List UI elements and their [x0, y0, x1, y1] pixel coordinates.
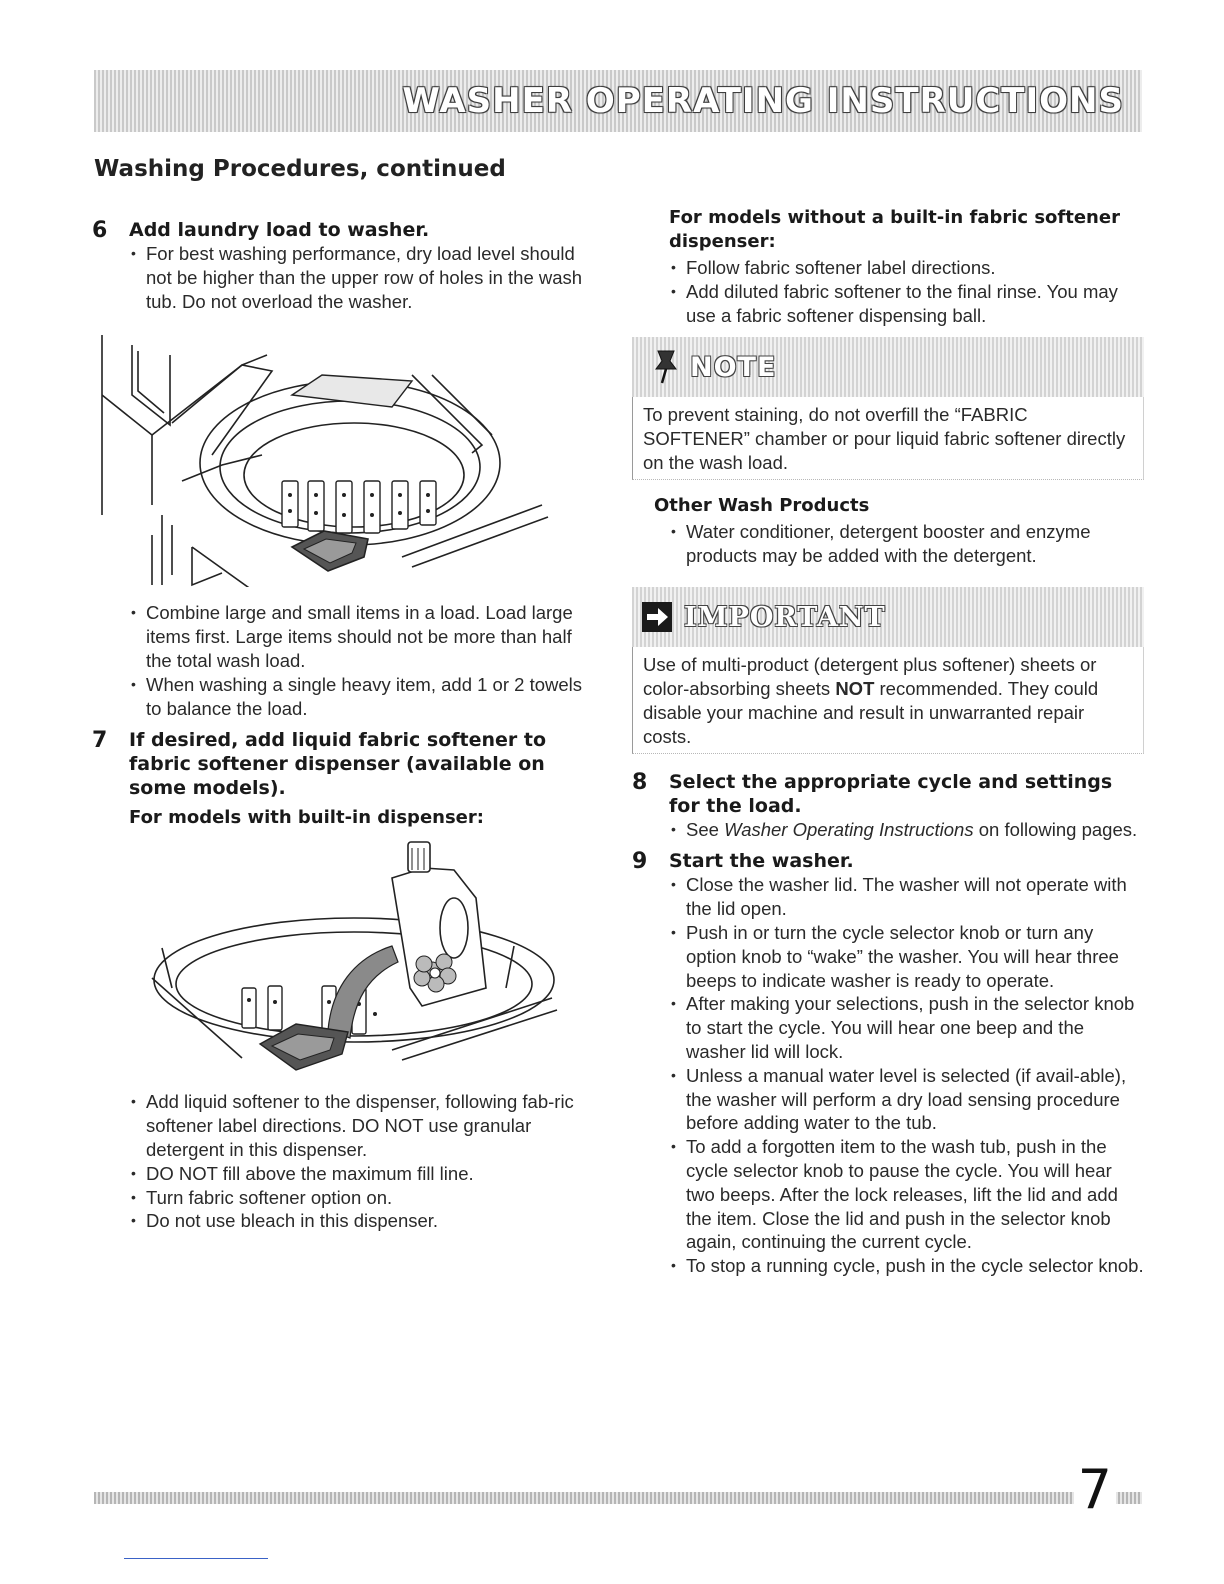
list-item: • Turn fabric softener option on.: [129, 1186, 602, 1210]
list-item: • Water conditioner, detergent booster and enzyme products may be added with the detergent.: [669, 520, 1144, 568]
step-8: [632, 770, 1144, 842]
bullet-list: [669, 818, 1144, 842]
bullet-list: [129, 242, 602, 313]
important-emphasis: NOT: [835, 678, 875, 700]
bullet-list: [129, 1090, 602, 1233]
list-item: • To stop a running cycle, push in the cycle selector knob.: [669, 1254, 1144, 1278]
important-header: [632, 587, 1144, 647]
list-item: • Add diluted fabric softener to the final rinse. You may use a fabric softener dispensing ball.: [669, 280, 1144, 328]
list-item: • Close the washer lid. The washer will not operate with the lid open.: [669, 873, 1144, 921]
step-title: Add laundry load to washer.: [129, 219, 430, 241]
list-item: • After making your selections, push in the selector knob to start the cycle. You will hear one beep and the washer lid will lock.: [669, 992, 1144, 1063]
cross-reference: Washer Operating Instructions: [724, 818, 974, 840]
arrow-right-icon: [642, 602, 672, 632]
header-banner: [94, 70, 1142, 132]
important-label: IMPORTANT: [684, 601, 886, 633]
bullet-list: [669, 873, 1144, 1278]
step-number: 7: [92, 728, 108, 754]
list-item: • Follow fabric softener label directions.: [669, 256, 1144, 280]
step-title: Start the washer.: [669, 850, 854, 873]
list-item: • When washing a single heavy item, add 1 or 2 towels to balance the load.: [129, 673, 602, 721]
list-item: • Combine large and small items in a load. Load large items first. Large items should not be more than half the total wash load.: [129, 601, 602, 672]
subheading: Other Wash Products: [654, 494, 870, 516]
bullet-list: [129, 601, 602, 720]
subheading: For models without a built-in fabric softener dispenser:: [669, 207, 1120, 252]
important-text-end: recommended. They could disable your machine and result in unwarranted repair costs.: [643, 678, 1099, 747]
important-callout: [632, 587, 1144, 753]
softener-dispenser-illustration: [92, 838, 592, 1078]
step-9: [632, 849, 1144, 1278]
list-item: • To add a forgotten item to the wash tub, push in the cycle selector knob to pause the cycle. You will hear two beeps. After the lock releases, lift the lid and add the item. Close the lid and push in the selector knob again, continuing the current cycle.: [669, 1135, 1144, 1254]
note-pin-icon: [648, 347, 684, 387]
footnote-rule: [124, 1558, 268, 1559]
note-label: NOTE: [690, 351, 777, 383]
section-title: Washing Procedures, continued: [94, 156, 506, 182]
bullet-list: [669, 520, 1144, 568]
footer-bar: [94, 1492, 1142, 1504]
list-item: • DO NOT fill above the maximum fill line.: [129, 1162, 602, 1186]
bullet-list: [669, 256, 1144, 327]
important-text: [632, 647, 1144, 753]
list-item: • Do not use bleach in this dispenser.: [129, 1209, 602, 1233]
step-7: [92, 728, 602, 832]
step-number: 9: [632, 849, 648, 875]
page-header-title: WASHER OPERATING INSTRUCTIONS: [402, 81, 1124, 121]
note-callout: [632, 337, 1144, 479]
step-number: 6: [92, 218, 108, 243]
step-title: Select the appropriate cycle and settings for the load.: [669, 770, 1113, 817]
page-number: 7: [1074, 1462, 1116, 1518]
note-header: [632, 337, 1144, 397]
list-item: • Push in or turn the cycle selector knob or turn any option knob to “wake” the washer. You will hear three beeps to indicate washer is ready to operate.: [669, 921, 1144, 992]
step-title: If desired, add liquid fabric softener to fabric softener dispenser (available on some models).: [129, 729, 547, 800]
list-item: • Add liquid softener to the dispenser, following fab-ric softener label directions. DO NOT use granular detergent in this dispenser.: [129, 1090, 602, 1161]
right-column: [632, 206, 1144, 1278]
step-6: [92, 218, 602, 313]
step-number: 8: [632, 769, 648, 795]
note-text: To prevent staining, do not overfill the “FABRIC SOFTENER” chamber or pour liquid fabric softener directly on the wash load.: [632, 397, 1144, 479]
list-item: • Unless a manual water level is selected (if avail-able), the washer will perform a dry load sensing procedure before adding water to the tub.: [669, 1064, 1144, 1135]
list-item-text: on following pages.: [973, 818, 1138, 840]
list-item: • For best washing performance, dry load level should not be higher than the upper row of holes in the wash tub. Do not overload the washer.: [129, 242, 602, 313]
list-item: [669, 818, 1144, 842]
washer-load-illustration: [92, 335, 592, 587]
subheading: For models with built-in dispenser:: [129, 807, 484, 829]
important-text-start: Use of multi-product (detergent plus softener) sheets or color-absorbing sheets: [643, 654, 1097, 700]
list-item-text: See: [686, 818, 725, 840]
left-column: [92, 218, 602, 1233]
